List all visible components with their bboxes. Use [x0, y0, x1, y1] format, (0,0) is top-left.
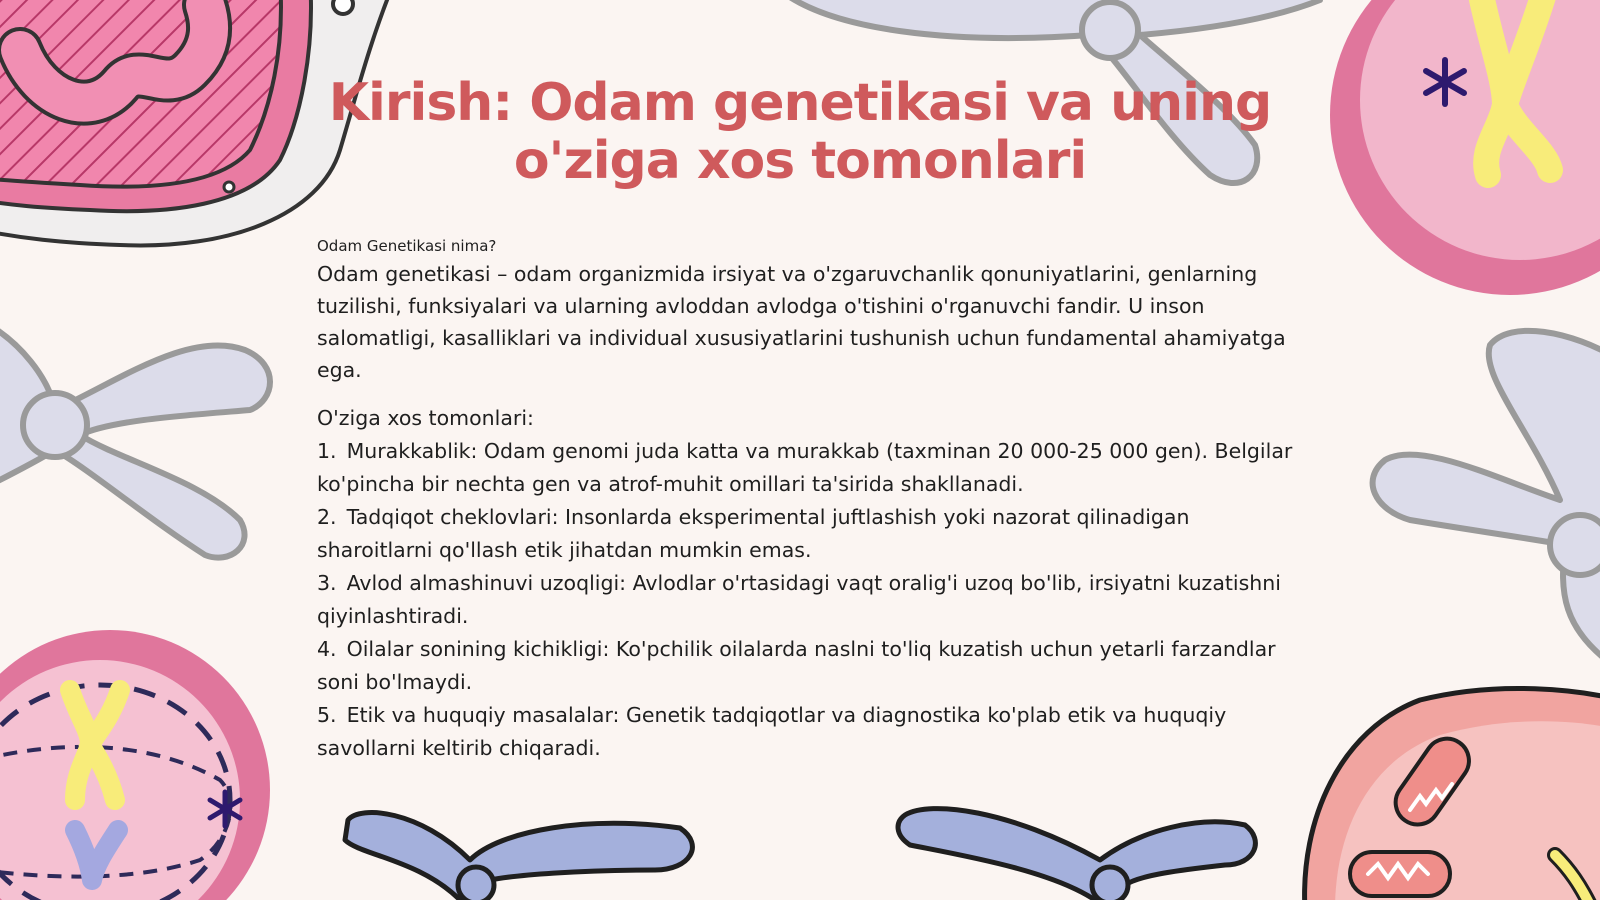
slide-title-line2: o'ziga xos tomonlari	[513, 131, 1087, 191]
list-item	[317, 501, 1297, 567]
list-heading: O'ziga xos tomonlari:	[317, 406, 534, 430]
mitochondrion-icon	[1350, 852, 1450, 896]
list-item	[317, 633, 1297, 699]
slide-title	[300, 74, 1300, 190]
features-list	[317, 435, 1297, 765]
list-item-number: 2.	[317, 505, 337, 529]
slide-body	[317, 236, 1297, 765]
chromosome-icon	[345, 813, 692, 900]
chromosome-icon	[0, 320, 270, 558]
cell-icon	[1305, 688, 1600, 900]
chromosome-icon	[898, 809, 1255, 900]
list-item-text: Murakkablik: Odam genomi juda katta va murakkab (taxminan 20 000-25 000 gen). Belgilar ko'pincha bir nechta gen va atrof-muhit omillari ta'sirida shakllanadi.	[317, 439, 1293, 496]
list-item	[317, 435, 1297, 501]
cell-icon	[1330, 0, 1600, 295]
cell-icon	[0, 630, 270, 900]
slide-title-line1: Kirish: Odam genetikasi va uning	[328, 73, 1272, 133]
list-item-text: Avlod almashinuvi uzoqligi: Avlodlar o'rtasidagi vaqt oralig'i uzoq bo'lib, irsiyatni kuzatishni qiyinlashtiradi.	[317, 571, 1281, 628]
list-item-number: 4.	[317, 637, 337, 661]
list-item-text: Oilalar sonining kichikligi: Ko'pchilik oilalarda naslni to'liq kuzatish uchun yetarli farzandlar soni bo'lmaydi.	[317, 637, 1276, 694]
list-item-text: Tadqiqot cheklovlari: Insonlarda eksperimental juftlashish yoki nazorat qilinadigan sharoitlarni qo'llash etik jihatdan mumkin emas.	[317, 505, 1190, 562]
chromosome-icon	[1373, 331, 1600, 670]
list-item-number: 3.	[317, 571, 337, 595]
intro-paragraph: Odam genetikasi – odam organizmida irsiyat va o'zgaruvchanlik qonuniyatlarini, genlarning tuzilishi, funksiyalari va ularning avloddan avlodga o'tishini o'rganuvchi fandir. U inson salomatligi, kasalliklari va individual xususiyatlarini tushunish uchun fundamental ahamiyatga ega.	[317, 262, 1286, 382]
section-subheading: Odam Genetikasi nima?	[317, 237, 497, 255]
list-item-text: Etik va huquqiy masalalar: Genetik tadqiqotlar va diagnostika ko'plab etik va huquqiy savollarni keltirib chiqaradi.	[317, 703, 1227, 760]
list-item-number: 5.	[317, 703, 337, 727]
list-item	[317, 567, 1297, 633]
list-item	[317, 699, 1297, 765]
list-item-number: 1.	[317, 439, 337, 463]
